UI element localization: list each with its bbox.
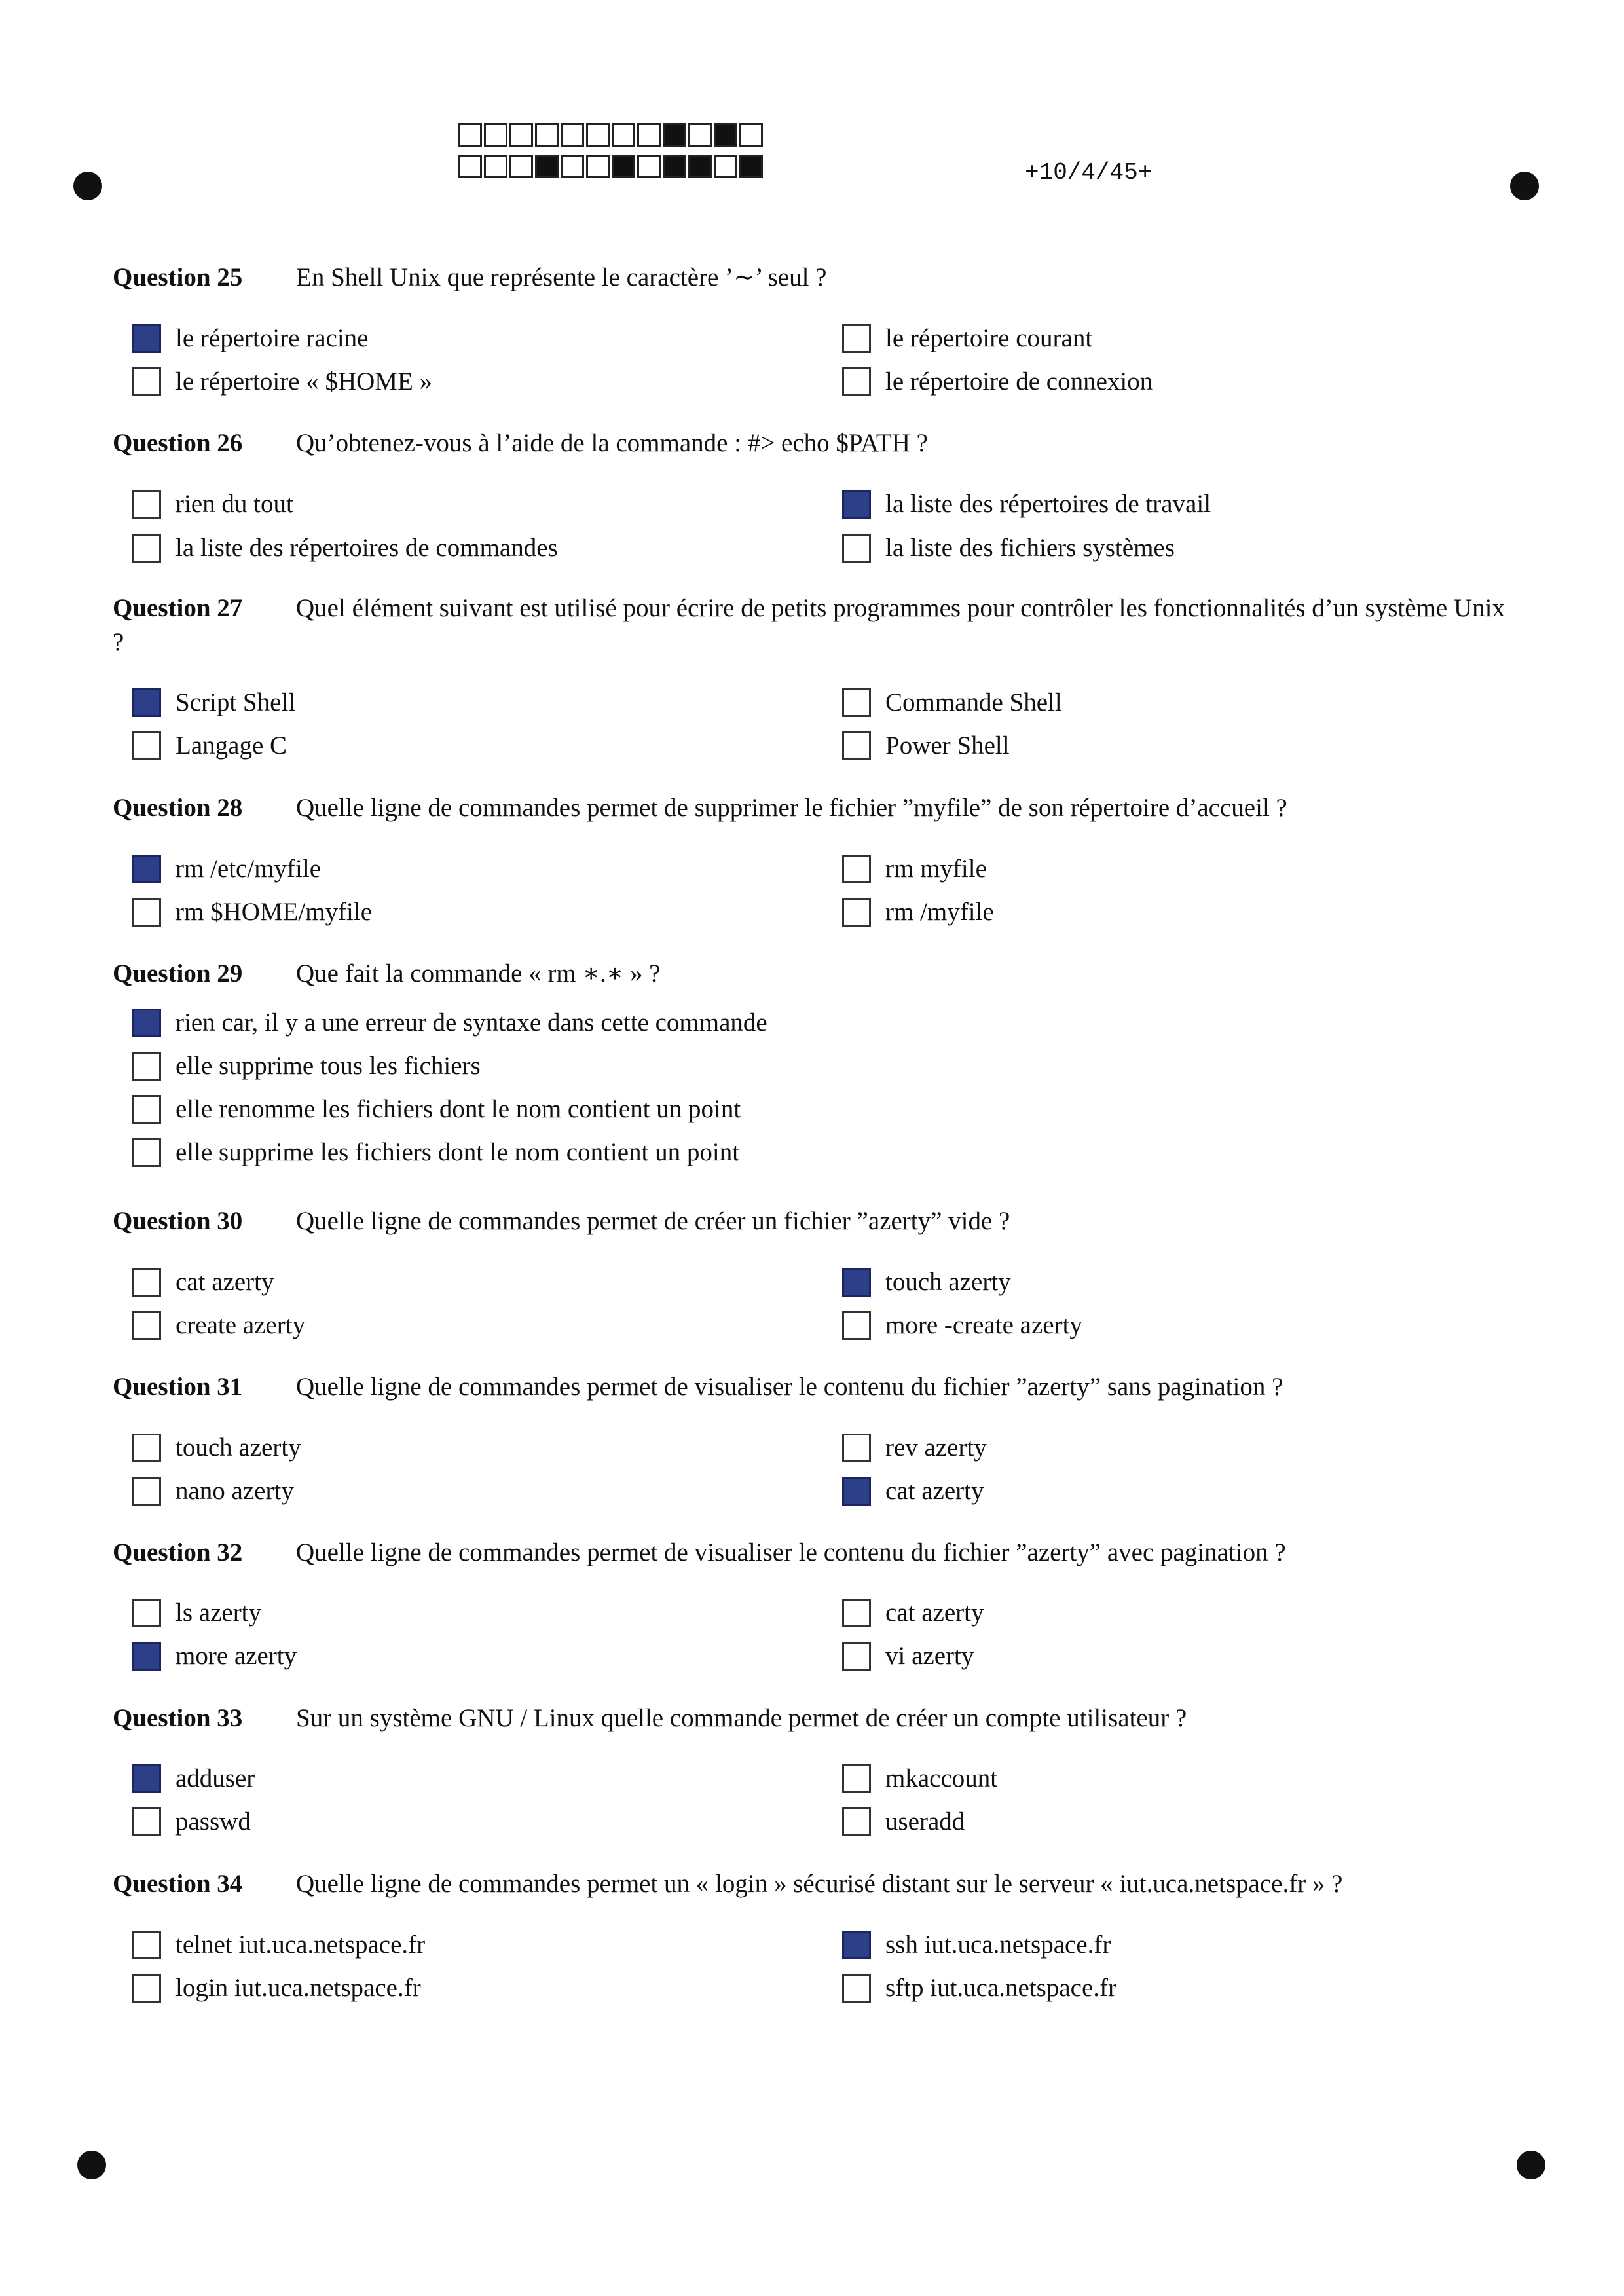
checkbox-checked[interactable] <box>842 1477 871 1506</box>
answer-label: la liste des fichiers systèmes <box>885 534 1175 562</box>
id-grid-cell <box>739 155 763 178</box>
question-header <box>113 1204 1505 1238</box>
checkbox[interactable] <box>842 731 871 760</box>
question-header <box>113 957 1505 991</box>
answer-option[interactable] <box>842 1641 974 1671</box>
answer-option[interactable] <box>842 1310 1082 1340</box>
id-grid-cell <box>663 123 686 147</box>
id-grid-cell <box>484 155 507 178</box>
id-grid-cell <box>663 155 686 178</box>
id-grid-cell <box>458 123 482 147</box>
id-grid-cell <box>637 155 661 178</box>
question-number: Question 26 <box>113 429 243 457</box>
answer-label: ls azerty <box>175 1599 262 1627</box>
checkbox-checked[interactable] <box>132 324 161 353</box>
question-text: Quelle ligne de commandes permet de créer un fichier ”azerty” vide ? <box>296 1207 1010 1235</box>
id-grid-cell <box>535 155 559 178</box>
question-header <box>113 426 1505 460</box>
checkbox[interactable] <box>132 1138 161 1167</box>
answer-label: telnet iut.uca.netspace.fr <box>175 1931 426 1959</box>
corner-mark-top-right <box>1510 172 1539 200</box>
answer-option[interactable] <box>132 1476 294 1506</box>
id-grid-cell <box>688 155 712 178</box>
answer-option[interactable] <box>132 367 432 396</box>
id-grid-cell <box>714 123 737 147</box>
answer-option[interactable] <box>132 1094 741 1124</box>
checkbox[interactable] <box>842 1434 871 1462</box>
checkbox[interactable] <box>842 534 871 563</box>
question-text: Que fait la commande « rm ∗.∗ » ? <box>296 959 661 988</box>
id-grid-cell <box>637 123 661 147</box>
checkbox-checked[interactable] <box>132 1764 161 1793</box>
checkbox[interactable] <box>132 1931 161 1959</box>
answer-option[interactable] <box>132 688 295 717</box>
checkbox[interactable] <box>132 1434 161 1462</box>
id-grid-cell <box>561 155 584 178</box>
question-text: En Shell Unix que représente le caractère ’∼’ seul ? <box>296 263 827 291</box>
answer-option[interactable] <box>842 897 994 927</box>
question-number: Question 27 <box>113 594 243 622</box>
answer-option[interactable] <box>842 533 1175 563</box>
checkbox[interactable] <box>132 1052 161 1081</box>
answer-label: create azerty <box>175 1311 306 1339</box>
id-grid-cell <box>739 123 763 147</box>
checkbox[interactable] <box>132 367 161 396</box>
answer-label: ssh iut.uca.netspace.fr <box>885 1931 1111 1959</box>
id-grid-cell <box>688 123 712 147</box>
question-number: Question 33 <box>113 1704 243 1732</box>
question-number: Question 28 <box>113 794 243 822</box>
checkbox[interactable] <box>842 855 871 883</box>
question-number: Question 31 <box>113 1373 243 1401</box>
answer-option[interactable] <box>132 1641 297 1671</box>
id-grid-cell <box>561 123 584 147</box>
question-text: Sur un système GNU / Linux quelle commande permet de créer un compte utilisateur ? <box>296 1704 1187 1732</box>
answer-option[interactable] <box>842 1973 1116 2003</box>
checkbox[interactable] <box>132 731 161 760</box>
question-text: Quel élément suivant est utilisé pour écrire de petits programmes pour contrôler les fonctionnalités d’un système Unix ? <box>113 594 1505 656</box>
answer-label: le répertoire de connexion <box>885 367 1153 396</box>
checkbox[interactable] <box>842 324 871 353</box>
answer-label: rien du tout <box>175 490 293 518</box>
answer-label: elle supprime tous les fichiers <box>175 1052 481 1080</box>
question-text: Quelle ligne de commandes permet de visualiser le contenu du fichier ”azerty” avec pagination ? <box>296 1538 1286 1566</box>
answer-option[interactable] <box>132 1930 425 1959</box>
answer-option[interactable] <box>132 1807 251 1836</box>
answer-option[interactable] <box>132 533 558 563</box>
id-grid-row <box>458 123 765 148</box>
question-text: Qu’obtenez-vous à l’aide de la commande : #> echo $PATH ? <box>296 429 928 457</box>
answer-option[interactable] <box>132 489 293 519</box>
id-grid-cell <box>714 155 737 178</box>
question-text: Quelle ligne de commandes permet de supprimer le fichier ”myfile” de son répertoire d’accueil ? <box>296 794 1287 822</box>
checkbox[interactable] <box>132 1477 161 1506</box>
checkbox[interactable] <box>132 490 161 519</box>
answer-label: nano azerty <box>175 1477 294 1505</box>
answer-option[interactable] <box>132 854 321 883</box>
question-header <box>113 1867 1505 1901</box>
answer-label: Langage C <box>175 731 287 760</box>
answer-label: touch azerty <box>885 1268 1011 1296</box>
answer-option[interactable] <box>842 367 1153 396</box>
checkbox-checked[interactable] <box>132 1642 161 1671</box>
answer-label: useradd <box>885 1807 965 1836</box>
answer-option[interactable] <box>132 1764 255 1793</box>
checkbox[interactable] <box>132 1599 161 1627</box>
checkbox-checked[interactable] <box>132 855 161 883</box>
answer-label: la liste des répertoires de commandes <box>175 534 558 562</box>
question-number: Question 34 <box>113 1870 243 1898</box>
answer-label: login iut.uca.netspace.fr <box>175 1974 421 2002</box>
page-code: +10/4/45+ <box>1025 159 1153 186</box>
answer-label: rm myfile <box>885 855 987 883</box>
question-text: Quelle ligne de commandes permet de visualiser le contenu du fichier ”azerty” sans pagination ? <box>296 1373 1283 1401</box>
checkbox-checked[interactable] <box>842 490 871 519</box>
question-header <box>113 261 1505 295</box>
question-header <box>113 1701 1505 1735</box>
question-number: Question 25 <box>113 263 243 291</box>
id-grid-cell <box>458 155 482 178</box>
answer-label: cat azerty <box>175 1268 274 1296</box>
id-grid-cell <box>612 155 635 178</box>
checkbox[interactable] <box>132 1268 161 1297</box>
checkbox[interactable] <box>842 898 871 927</box>
answer-option[interactable] <box>842 1807 965 1836</box>
answer-option[interactable] <box>842 731 1010 760</box>
id-grid-cell <box>586 155 610 178</box>
answer-label: sftp iut.uca.netspace.fr <box>885 1974 1117 2002</box>
answer-label: la liste des répertoires de travail <box>885 490 1211 518</box>
answer-label: rm /myfile <box>885 898 994 926</box>
answer-label: rev azerty <box>885 1434 987 1462</box>
answer-option[interactable] <box>132 1973 421 2003</box>
answer-option[interactable] <box>842 1476 984 1506</box>
answer-option[interactable] <box>842 1433 987 1462</box>
question-number: Question 32 <box>113 1538 243 1566</box>
answer-option[interactable] <box>842 489 1211 519</box>
checkbox[interactable] <box>842 1974 871 2003</box>
answer-label: more azerty <box>175 1642 297 1670</box>
student-id-grid <box>458 123 765 186</box>
answer-label: rien car, il y a une erreur de syntaxe dans cette commande <box>175 1009 767 1037</box>
answer-option[interactable] <box>132 324 368 353</box>
answer-option[interactable] <box>842 1930 1111 1959</box>
answer-option[interactable] <box>132 897 372 927</box>
checkbox[interactable] <box>842 688 871 717</box>
answer-option[interactable] <box>842 1267 1011 1297</box>
id-grid-cell <box>509 155 533 178</box>
checkbox[interactable] <box>132 1311 161 1340</box>
answer-label: Power Shell <box>885 731 1010 760</box>
answer-label: le répertoire « $HOME » <box>175 367 433 396</box>
answer-label: adduser <box>175 1764 255 1792</box>
id-grid-cell <box>509 123 533 147</box>
checkbox[interactable] <box>842 1599 871 1627</box>
checkbox[interactable] <box>842 1764 871 1793</box>
answer-label: elle supprime les fichiers dont le nom contient un point <box>175 1138 740 1166</box>
question-header <box>113 791 1505 825</box>
question-header <box>113 591 1505 659</box>
checkbox[interactable] <box>132 534 161 563</box>
checkbox[interactable] <box>132 1095 161 1124</box>
answer-option[interactable] <box>842 324 1092 353</box>
answer-option[interactable] <box>132 1051 481 1081</box>
answer-option[interactable] <box>842 854 987 883</box>
checkbox[interactable] <box>842 1642 871 1671</box>
answer-option[interactable] <box>842 1598 984 1627</box>
answer-option[interactable] <box>132 731 287 760</box>
id-grid-cell <box>535 123 559 147</box>
answer-label: rm $HOME/myfile <box>175 898 373 926</box>
answer-label: Script Shell <box>175 688 296 716</box>
answer-label: mkaccount <box>885 1764 998 1792</box>
answer-option[interactable] <box>132 1433 301 1462</box>
answer-label: Commande Shell <box>885 688 1062 716</box>
answer-label: touch azerty <box>175 1434 301 1462</box>
answer-label: vi azerty <box>885 1642 974 1670</box>
id-grid-cell <box>484 123 507 147</box>
answer-option[interactable] <box>842 688 1062 717</box>
checkbox-checked[interactable] <box>842 1268 871 1297</box>
corner-mark-top-left <box>73 172 102 200</box>
question-number: Question 30 <box>113 1207 243 1235</box>
answer-option[interactable] <box>132 1267 274 1297</box>
id-grid-row <box>458 155 765 179</box>
question-header <box>113 1536 1505 1570</box>
checkbox[interactable] <box>842 367 871 396</box>
checkbox[interactable] <box>132 898 161 927</box>
answer-option[interactable] <box>132 1138 739 1167</box>
question-text: Quelle ligne de commandes permet un « login » sécurisé distant sur le serveur « iut.uca.netspace.fr » ? <box>296 1870 1343 1898</box>
answer-label: le répertoire racine <box>175 324 369 352</box>
question-number: Question 29 <box>113 959 243 988</box>
corner-mark-bottom-left <box>77 2151 106 2179</box>
answer-label: cat azerty <box>885 1599 984 1627</box>
answer-option[interactable] <box>132 1598 261 1627</box>
corner-mark-bottom-right <box>1517 2151 1545 2179</box>
answer-option[interactable] <box>132 1310 305 1340</box>
answer-label: passwd <box>175 1807 251 1836</box>
checkbox-checked[interactable] <box>842 1931 871 1959</box>
answer-label: more -create azerty <box>885 1311 1082 1339</box>
answer-option[interactable] <box>842 1764 997 1793</box>
checkbox[interactable] <box>842 1311 871 1340</box>
answer-label: le répertoire courant <box>885 324 1093 352</box>
id-grid-cell <box>586 123 610 147</box>
answer-label: cat azerty <box>885 1477 984 1505</box>
question-header <box>113 1370 1505 1404</box>
checkbox[interactable] <box>132 1974 161 2003</box>
checkbox[interactable] <box>132 1807 161 1836</box>
answer-label: elle renomme les fichiers dont le nom contient un point <box>175 1095 741 1123</box>
id-grid-cell <box>612 123 635 147</box>
checkbox[interactable] <box>842 1807 871 1836</box>
answer-option[interactable] <box>132 1008 767 1037</box>
checkbox-checked[interactable] <box>132 688 161 717</box>
checkbox-checked[interactable] <box>132 1009 161 1037</box>
answer-label: rm /etc/myfile <box>175 855 322 883</box>
